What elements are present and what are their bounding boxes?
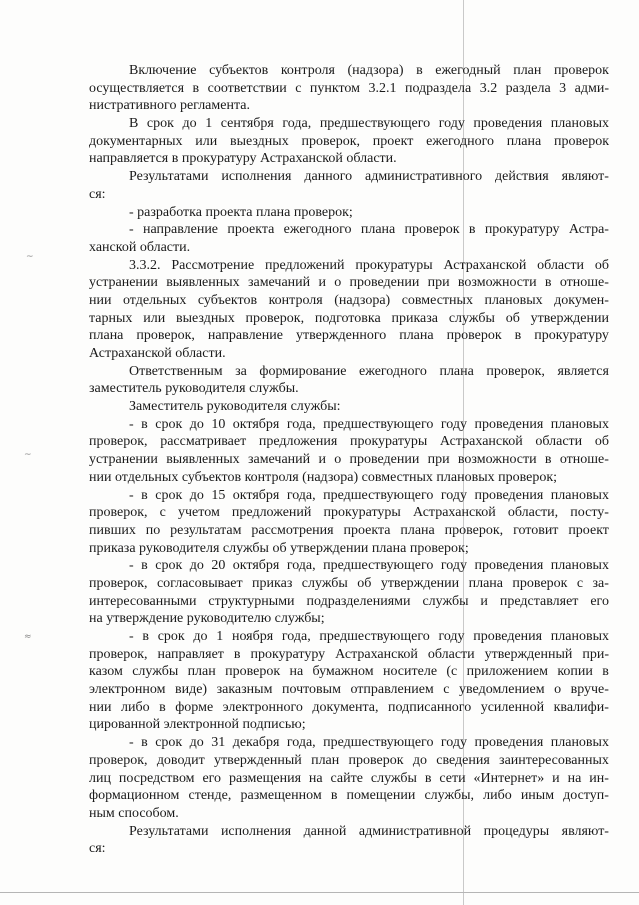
- text-line: Включение субъектов контроля (надзора) в ежегодный план проверок: [129, 63, 609, 78]
- text-line: казом службы план проверок на бумажном носителе (с приложением копии в: [89, 664, 609, 680]
- text-line: проверок, согласовывает приказ службы об утверждении плана проверок с за-: [89, 575, 609, 591]
- text-line: - разработка проекта плана проверок;: [129, 204, 353, 220]
- text-line: В срок до 1 сентября года, предшествующего году проведения плановых: [129, 116, 609, 132]
- text-line: - в срок до 31 декабря года, предшествующего году проведения плановых: [129, 735, 609, 751]
- text-line: - в срок до 1 ноября года, предшествующего году проведения плановых: [129, 629, 609, 644]
- text-line: 3.3.2. Рассмотрение предложений прокуратуры Астраханской области об: [129, 257, 609, 273]
- text-line: тарных или выездных проверок, подготовка приказа службы об утверждении: [89, 310, 609, 326]
- text-line: интересованными структурными подразделениями службы и представляет его: [89, 593, 609, 609]
- text-line: документарных или выездных проверок, проект ежегодного плана проверок: [89, 133, 609, 149]
- text-line: устранении выявленных замечаний и о проведении при возможности в отноше-: [89, 275, 609, 291]
- document-body: [89, 62, 609, 858]
- text-line: нистративного регламента.: [89, 98, 250, 114]
- text-line: Результатами исполнения данного административного действия являют-: [129, 169, 609, 185]
- text-line: проверок, рассматривает предложения прокуратуры Астраханской области об: [89, 434, 609, 450]
- text-line: ным способом.: [89, 805, 179, 821]
- text-line: - в срок до 15 октября года, предшествующего году проведения плановых: [129, 487, 609, 503]
- text-line: - в срок до 20 октября года, предшествующего году проведения плановых: [129, 558, 609, 574]
- text-line: ханской области.: [89, 239, 191, 255]
- text-line: - в срок до 10 октября года, предшествующего году проведения плановых: [129, 416, 609, 432]
- text-line: лиц посредством его размещения на сайте службы в сети «Интернет» и на ин-: [89, 770, 609, 786]
- text-line: пивших по результатам рассмотрения проекта плана проверок, готовит проект: [89, 522, 609, 538]
- text-line: Результатами исполнения данной административной процедуры являют-: [129, 823, 609, 839]
- text-line: проверок, направляет в прокуратуру Астраханской области утвержденный при-: [89, 646, 609, 662]
- text-line: плана проверок, направление утвержденного плана проверок в прокуратуру: [89, 328, 609, 344]
- text-line: электронном виде) заказным почтовым отправлением с уведомлением о вруче-: [89, 682, 609, 698]
- text-line: заместитель руководителя службы.: [89, 381, 299, 397]
- text-line: Ответственным за формирование ежегодного плана проверок, является: [129, 363, 609, 379]
- text-line: нии отдельных субъектов контроля (надзора) совместных плановых проверок;: [89, 469, 558, 485]
- bottom-edge-line: [0, 892, 639, 893]
- text-line: проверок, с учетом предложений прокуратуры Астраханской области, посту-: [89, 505, 609, 521]
- text-line: - направление проекта ежегодного плана проверок в прокуратуру Астра-: [129, 222, 609, 238]
- text-line: ся:: [89, 841, 106, 857]
- text-line: ся:: [89, 186, 106, 202]
- text-line: формационном стенде, размещенном в помещении службы, либо иным доступ-: [89, 788, 609, 804]
- margin-mark: ~: [24, 450, 32, 460]
- margin-mark: ≈: [24, 632, 32, 642]
- text-line: направляется в прокуратуру Астраханской области.: [89, 151, 397, 167]
- text-line: устранении выявленных замечаний и о проведении при возможности в отноше-: [89, 452, 609, 468]
- text-line: на утверждение руководителю службы;: [89, 611, 325, 627]
- text-line: Астраханской области.: [89, 346, 226, 361]
- text-line: нии либо в форме электронного документа, подписанного усиленной квалифи-: [89, 699, 609, 715]
- text-line: Заместитель руководителя службы:: [129, 399, 341, 415]
- text-line: проверок, доводит утвержденный план проверок до сведения заинтересованных: [89, 752, 609, 768]
- text-line: осуществляется в соответствии с пунктом 3.2.1 подраздела 3.2 раздела 3 адми-: [89, 80, 609, 96]
- text-line: цированной электронной подписью;: [89, 717, 306, 733]
- margin-mark: ~: [26, 252, 34, 262]
- text-line: приказа руководителя службы об утверждении плана проверок;: [89, 540, 469, 556]
- text-line: нии отдельных субъектов контроля (надзора) совместных плановых докумен-: [89, 292, 609, 308]
